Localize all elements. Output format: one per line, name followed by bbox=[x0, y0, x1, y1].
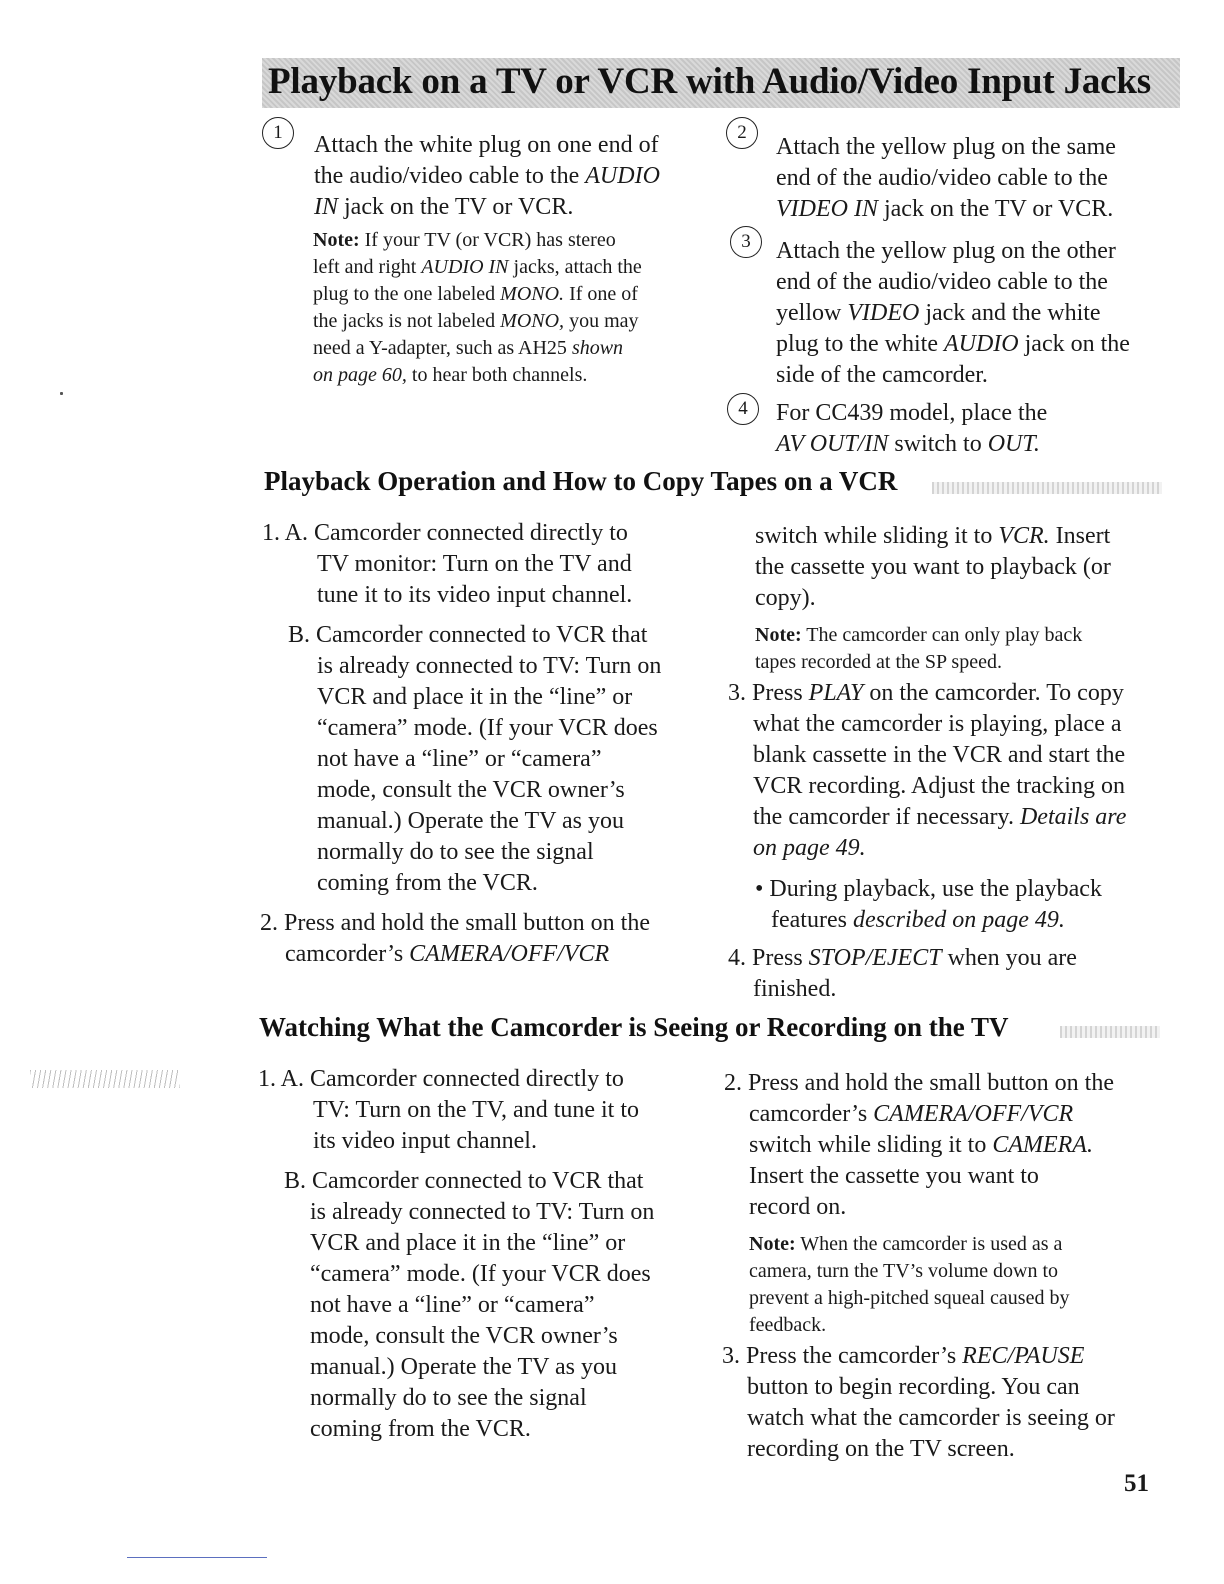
step-4-text: For CC439 model, place the AV OUT/IN switch to OUT. bbox=[776, 400, 1048, 457]
section2-note: Note: When the camcorder is used as a camera, turn the TV’s volume down to prevent a high-pitched squeal caused by feedback. bbox=[749, 1233, 1070, 1336]
page-number: 51 bbox=[1124, 1470, 1149, 1497]
scan-speck bbox=[60, 392, 63, 395]
scan-smudge bbox=[30, 1070, 180, 1088]
step-1-text: Attach the white plug on one end of the audio/video cable to the AUDIO IN jack on the TV or VCR. bbox=[314, 132, 660, 220]
section2-item-1b: B. Camcorder connected to VCR that is already connected to TV: Turn on VCR and place it in the “line” or “camera” mode. (If your VCR does not have a “line” or “camera” mode, consult the VCR owner’s manual.) Operate the TV as you normally do to see the signal coming from the VCR. bbox=[284, 1168, 655, 1442]
section1-item-1a: 1. A. Camcorder connected directly to TV monitor: Turn on the TV and tune it to its video input channel. bbox=[262, 520, 633, 608]
step-2-text: Attach the yellow plug on the same end of the audio/video cable to the VIDEO IN jack on the TV or VCR. bbox=[776, 134, 1116, 222]
step-2-badge: 2 bbox=[726, 117, 758, 149]
section2-item-3: 3. Press the camcorder’s REC/PAUSE button to begin recording. You can watch what the camcorder is seeing or recording on the TV screen. bbox=[722, 1343, 1115, 1462]
step-1-note: Note: If your TV (or VCR) has stereo left and right AUDIO IN jacks, attach the plug to the one labeled MONO. If one of the jacks is not labeled MONO, you may need a Y-adapter, such as AH25 shown on page 60, to hear both channels. bbox=[313, 229, 642, 386]
section1-heading: Playback Operation and How to Copy Tapes on a VCR bbox=[264, 466, 898, 496]
section1-item-4: 4. Press STOP/EJECT when you are finished. bbox=[728, 945, 1077, 1002]
section1-item-2: 2. Press and hold the small button on the camcorder’s CAMERA/OFF/VCR bbox=[260, 910, 650, 967]
footer-rule bbox=[127, 1557, 267, 1558]
step-4-badge: 4 bbox=[727, 393, 759, 425]
section1-note: Note: The camcorder can only play back tapes recorded at the SP speed. bbox=[755, 624, 1083, 673]
step-1-badge: 1 bbox=[262, 117, 294, 149]
step-3-badge: 3 bbox=[730, 226, 762, 258]
section1-heading-rule bbox=[932, 482, 1162, 494]
section2-item-2: 2. Press and hold the small button on the camcorder’s CAMERA/OFF/VCR switch while sliding it to CAMERA. Insert the cassette you want to record on. bbox=[724, 1070, 1114, 1220]
section1-item-2-cont: switch while sliding it to VCR. Insert the cassette you want to playback (or copy). bbox=[755, 523, 1111, 611]
section1-item-1b: B. Camcorder connected to VCR that is already connected to TV: Turn on VCR and place it in the “line” or “camera” mode. (If your VCR does not have a “line” or “camera” mode, consult the VCR owner’s manual.) Operate the TV as you normally do to see the signal coming from the VCR. bbox=[288, 622, 662, 896]
section1-item-3: 3. Press PLAY on the camcorder. To copy what the camcorder is playing, place a blank cassette in the VCR and start the VCR recording. Adjust the tracking on the camcorder if necessary. Details are on page 49. bbox=[728, 680, 1127, 861]
section2-heading: Watching What the Camcorder is Seeing or Recording on the TV bbox=[259, 1012, 1009, 1042]
page-title: Playback on a TV or VCR with Audio/Video Input Jacks bbox=[268, 61, 1151, 102]
step-3-text: Attach the yellow plug on the other end of the audio/video cable to the yellow VIDEO jack and the white plug to the white AUDIO jack on the side of the camcorder. bbox=[776, 238, 1130, 388]
section1-bullet: • During playback, use the playback features described on page 49. bbox=[755, 876, 1102, 933]
section2-heading-rule bbox=[1060, 1026, 1160, 1038]
section2-item-1a: 1. A. Camcorder connected directly to TV: Turn on the TV, and tune it to its video input channel. bbox=[258, 1066, 640, 1154]
